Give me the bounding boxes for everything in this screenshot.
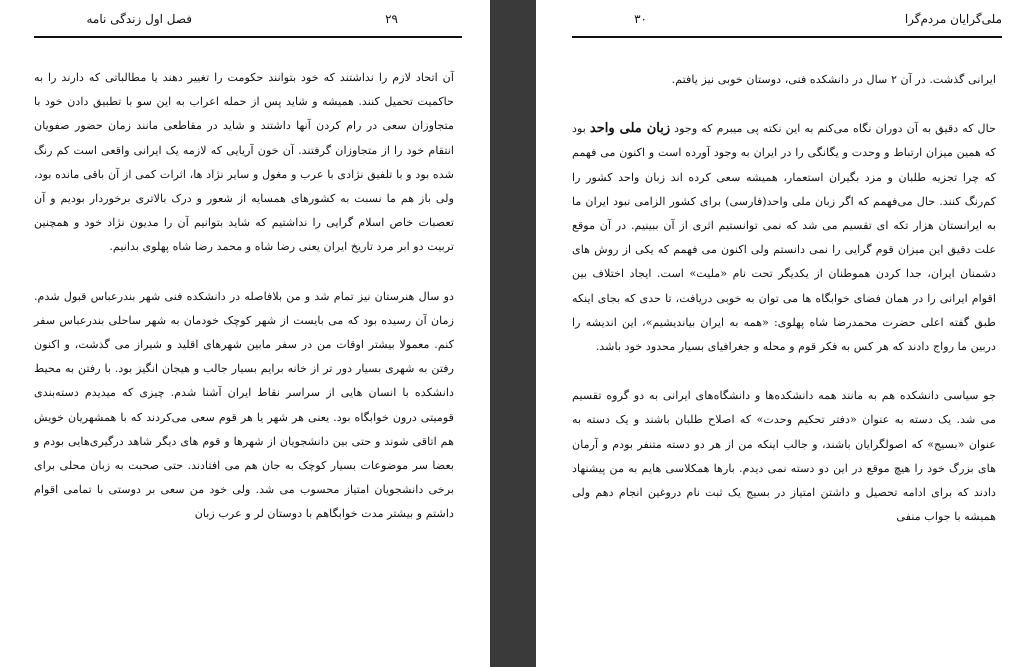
left-page-body bbox=[34, 66, 454, 527]
paragraph-text-rest: بود که همین میزان ارتباط و وحدت و یگانگی را در ایران به وجود آورده است و اکنون می فهمم که چرا تجزیه طلبان و مزد بگیران استعمار، همیشه سعی کرده اند زبان واحد کشور را کم‌رنگ کنند. حال می‌فهمم که اگر زبان ملی واحد(فارسی) برای کشور الزامی نبود ایران ما به ایرانستان هزار تکه ای تقسیم می شد که نمی توانستیم اثری از آن ببینیم. در آن موقع علت دقیق این میزان قوم گرایی را نمی دانستم ولی اکنون می فهمم که یکی از روش های دشمنان ایران، جدا کردن هموطنان از یکدیگر تحت نام «ملیت» است. ایجاد اختلاف بین اقوام ایرانی را در همان فضای خوابگاه ها می توان به خوبی دریافت، تا حدی که بجای اینکه طبق گفته اعلی حضرت محمدرضا شاه پهلوی: «همه به ایران بیاندیشیم»، این اندیشه را دربین ما رواج دادند که هر کس به فکر قوم و محله و جغرافیای بسیار محدود خود باشد. bbox=[572, 122, 996, 354]
page-gutter bbox=[490, 0, 536, 667]
left-paragraph-1: آن اتحاد لازم را نداشتند که خود بتوانند حکومت را تغییر دهند یا مطالباتی که دارند را به حاکمیت تحمیل کنند. همیشه و شاید پس از حمله اعراب به این سو با تطبیق دادن خود با متجاوزان سعی در رام کردن آنها داشتند و شاید در مقاطعی مانند زمان حضور صفویان انتقام خود را از متجاوزان گرفتند. آن خون آریایی که لازمه یک ایرانی واقعی است کم رنگ شده بود و با تلفیق نژادی با عرب و مغول و سایر نژاد ها، اثرات کمی از آن باقی مانده بود، ولی باز هم ما نسبت به کشورهای همسایه از شعور و درک بالاتری برخوردار بودیم و آن تعصبات خاص اسلام گرایی را نداشتیم که شاید بتوانیم آن را مدیون نژاد خود و همچنین تربیت دو ابر مرد تاریخ ایران یعنی رضا شاه و محمد رضا شاه پهلوی بدانیم. bbox=[34, 71, 454, 254]
right-paragraph-2 bbox=[572, 117, 996, 359]
left-page-number: ۲۹ bbox=[385, 12, 398, 26]
national-language-emphasis: زبان ملی واحد bbox=[589, 121, 671, 137]
right-paragraph-1: ایرانی گذشت. در آن ۲ سال در دانشکده فنی، دوستان خوبی نیز یافتم. bbox=[671, 73, 996, 86]
paragraph-text-start: حال که دقیق به آن دوران نگاه می‌کنم به این نکته پی میبرم که وجود bbox=[670, 122, 996, 136]
right-page-number: ۳۰ bbox=[634, 12, 647, 26]
right-page bbox=[536, 0, 1016, 667]
right-book-title: ملی‌گرایان مردم‌گرا bbox=[904, 12, 1002, 26]
right-page-body bbox=[572, 68, 996, 529]
left-page bbox=[0, 0, 490, 667]
left-page-header bbox=[34, 0, 462, 38]
right-page-header bbox=[572, 0, 1002, 38]
right-paragraph-3: جو سیاسی دانشکده هم به مانند همه دانشکده‌ها و دانشگاه‌های ایرانی به دو گروه تقسیم می شد. یک دسته به عنوان «دفتر تحکیم وحدت» که اصلاح طلبان باشند و یک دسته به عنوان «بسیج» که اصولگرایان باشند، و جالب اینکه من از هر دو دسته متنفر بودم و آرمان های بزرگ خود را هیچ موقع در این دو دسته نمی دیدم. بارها همکلاسی هایم به من پیشنهاد دادند که برای ادامه تحصیل و داشتن امتیاز در بسیج یک ثبت نام دروغین انجام دهم ولی همیشه با جواب منفی bbox=[572, 389, 996, 524]
left-paragraph-2: دو سال هنرستان نیز تمام شد و من بلافاصله در دانشکده فنی شهر بندرعباس قبول شدم. زمان آن رسیده بود که می بایست از شهر کوچک خودمان به شهر ساحلی بندرعباس سفر کنم. معمولا بیشتر اوقات من در سفر مابین شهرهای اقلید و شیراز می گذشت، و اکنون رفتن به شهری بسیار دور تر از خانه برایم بسیار جالب و هیجان انگیز بود. با رفتن به محیط دانشکده با انسان هایی از سراسر نقاط ایران آشنا شدم. چیزی که میدیدم دسته‌بندی قومیتی درون خوابگاه بود. یعنی هر شهر یا هر قوم سعی می‌کردند که با همشهریان خویش هم اتاقی شوند و حتی بین دانشجویان از شهرها و قوم های دیگر شاهد درگیری‌هایی بودم و بعضا سر موضوعات بسیار کوچک به جان هم می افتادند. حتی صحبت به زبان محلی برای برخی دانشجویان امتیاز محسوب می شد. ولی خود من سعی بر دوستی با تمامی اقوام داشتم و بیشتر مدت خوابگاهم با دوستان لر و عرب زبان bbox=[34, 289, 454, 521]
left-chapter-title: فصل اول زندگی نامه bbox=[86, 12, 192, 26]
